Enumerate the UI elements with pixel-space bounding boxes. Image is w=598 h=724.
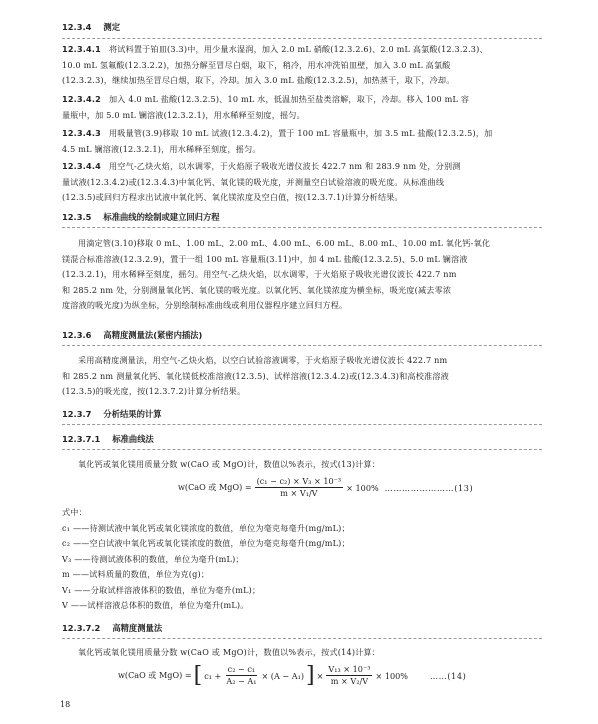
formula-13: w(CaO 或 MgO) = $\frac{\text{(c₁ − c₂) × V₃ × 10⁻³}}{\text{m × V₁/V}}$ × 100% ……………………(13) (178, 476, 474, 498)
paragraph-12-3-4-4: 12.3.4.4 用空气-乙炔火焰，以水调零，于火焰原子吸收光谱仪波长 422.7 nm 和 283.9 nm 处，分别测 量试液(12.3.4.2)或(12.3.4.3)中氧化钙、氧化镁的吸光度，并测量空白试验溶液的吸光度。从标准曲线 (12.3.5)或回归方程求出试液中氧化钙、氧化镁浓度及空白值，按(12.3.7.1)计算分析结果。 (62, 161, 461, 202)
formula-13-fraction: $\frac{\text{(c₁ − c₂) × V₃ × 10⁻³}}{\text{m × V₁/V}}$ (256, 476, 342, 498)
equation-number-13: ……………………(13) (384, 482, 474, 493)
formula-13-intro: 氧化钙或氧化镁用质量分数 w(CaO 或 MgO)计，数值以%表示，按式(13)计算： (78, 459, 381, 469)
section-heading-12-3-7-2: 12.3.7.2 高精度测量法 (62, 623, 163, 633)
page-number: 18 (60, 700, 71, 709)
formula-14-fraction-2: $\frac{\text{V₁₃ × 10⁻³}}{\text{m × V₂/V}}$ (328, 664, 371, 686)
paragraph-12-3-4-1: 12.3.4.1 将试料置于铂皿(3.3)中，用少量水湿润，加入 2.0 mL 硝酸(12.3.2.6)、2.0 mL 高氯酸(12.3.2.3)、 10.0 mL 氢氟酸(12.3.2.2)，加热分解至冒尽白烟，取下，稍冷，用水冲洗铂皿壁，加入 3.0 mL 高氯酸 (12.3.2.3)，继续加热至冒尽白烟，取下，冷却。加入 3.0 mL 盐酸(12.3.2.5)，加热蒸干，取下，冷却。 (62, 44, 488, 85)
section-divider (62, 449, 542, 450)
variable-definitions-13: 式中： c₁ ——待测试液中氧化钙或氧化镁浓度的数值，单位为毫克每毫升(mg/mL)； c₂ ——空白试液中氧化钙或氧化镁浓度的数值，单位为毫克每毫升(mg/mL)； V₃ ——待测试液体积的数值，单位为毫升(mL)； m ——试料质量的数值，单位为克(g)； V₁ ——分取试样溶液体积的数值，单位为毫升(mL)； V ——试样溶液总体积的数值，单位为毫升(mL)。 (62, 507, 350, 610)
formula-14-fraction-1: $\frac{\text{c₂ − c₁}}{\text{A₂ − A₁}}$ (226, 664, 257, 686)
paragraph-12-3-5: 用滴定管(3.10)移取 0 mL、1.00 mL、2.00 mL、4.00 mL、6.00 mL、8.00 mL、10.00 mL 氧化钙-氧化 镁混合标准溶液(12.3.2.9)，置于一组 100 mL 容量瓶(3.11)中，加 4 mL 盐酸(12.3.2.5)、5.0 mL 镧溶液 (12.3.2.1)，用水稀释至刻度，摇匀。用空气-乙炔火焰，以水调零，于火焰原子吸收光谱仪波长 422.7 nm 和 285.2 nm 处，分别测量氧化钙、氧化镁的吸光度。以氧化钙、氧化镁浓度为横坐标，吸光度(减去零浓 度溶液的吸光度)为纵坐标，分别绘制标准曲线或利用仪器程序建立回归方程。 (62, 238, 491, 310)
equation-number-14: ……(14) (429, 670, 467, 681)
section-heading-12-3-4: 12.3.4 测定 (62, 22, 121, 32)
paragraph-12-3-4-3: 12.3.4.3 用吸量管(3.9)移取 10 mL 试液(12.3.4.2)，置于 100 mL 容量瓶中，加 3.5 mL 盐酸(12.3.2.5)，加 4.5 mL 镧溶液(12.3.2.1)，用水稀释至刻度，摇匀。 (62, 128, 493, 154)
section-heading-12-3-7-1: 12.3.7.1 标准曲线法 (62, 434, 154, 444)
section-divider (62, 227, 542, 228)
section-heading-12-3-6: 12.3.6 高精度测量法(紧密内插法) (62, 330, 203, 340)
section-heading-12-3-5: 12.3.5 标准曲线的绘制或建立回归方程 (62, 212, 220, 222)
paragraph-12-3-4-2: 12.3.4.2 加入 4.0 mL 盐酸(12.3.2.5)、10 mL 水，低温加热至盐类溶解，取下，冷却。移入 100 mL 容 量瓶中，加 5.0 mL 镧溶液(12.3.2.1)，用水稀释至刻度，摇匀。 (62, 94, 470, 120)
section-divider (62, 345, 542, 346)
section-divider (62, 38, 542, 39)
paragraph-12-3-6: 采用高精度测量法，用空气-乙炔火焰，以空白试验溶液调零，于火焰原子吸收光谱仪波长 422.7 nm 和 285.2 nm 测量氧化钙、氧化镁低校准溶液(12.3.5)、试样溶液(12.3.4.2)或(12.3.4.3)和高校准溶液 (12.3.5)的吸光度，按(12.3.7.2)计算分析结果。 (62, 355, 449, 396)
section-divider (62, 424, 542, 425)
formula-14-intro: 氧化钙或氧化镁用质量分数 w(CaO 或 MgO)计，数值以%表示，按式(14)计算： (78, 647, 381, 657)
formula-14: w(CaO 或 MgO) = [ c₁ + $\frac{\text{c₂ − c₁}}{\text{A₂ − A₁}}$ × (A − A₁) ] × $\frac{\text{V₁₃ × 10⁻³}}{\text{m × V₂/V}}$ × 100% ……(14) (118, 662, 467, 688)
section-divider (62, 638, 542, 639)
section-heading-12-3-7: 12.3.7 分析结果的计算 (62, 409, 162, 419)
